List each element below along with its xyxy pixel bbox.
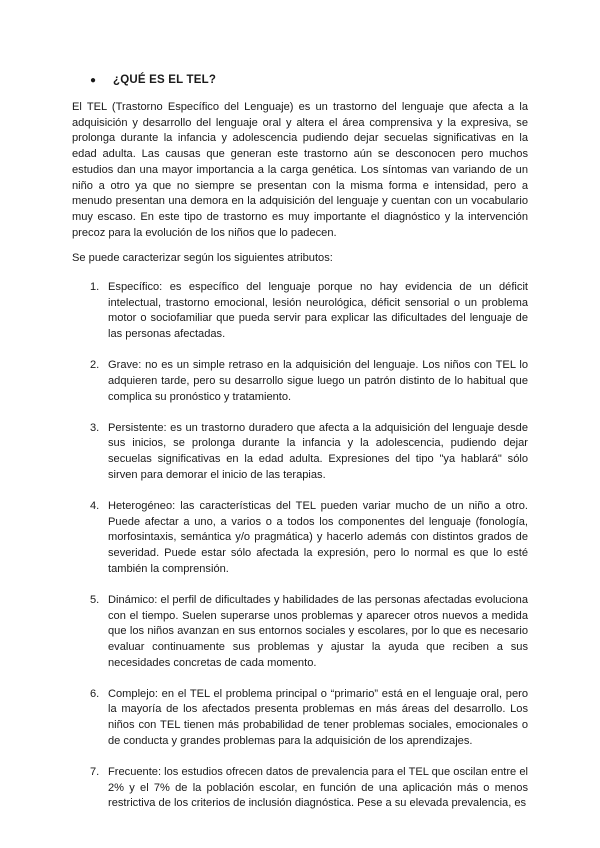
- list-item: [72, 421, 528, 484]
- section-title: ¿QUÉ ES EL TEL?: [113, 74, 217, 86]
- list-item-text: Heterogéneo: las características del TEL pueden variar mucho de un niño a otro. Puede afectar a uno, a varios o a todos los componentes del lenguaje (fonología, morfosintaxis, semántica y/o pragmática) y hacerlo además con distintos grados de severidad. Puede estar sólo afectada la expresión, pero lo normal es que lo esté también la comprensión.: [108, 499, 528, 575]
- list-item-number: 7.: [90, 765, 100, 778]
- list-item-text: Frecuente: los estudios ofrecen datos de prevalencia para el TEL que oscilan entre el 2% y el 7% de la población escolar, en función de una aplicación más o menos restrictiva de los criterios de inclusión diagnóstica. Pese a su elevada prevalencia, es: [108, 765, 528, 810]
- list-item-number: 5.: [90, 593, 100, 606]
- list-item: [72, 358, 528, 405]
- list-item-number: 3.: [90, 421, 100, 434]
- list-item-number: 4.: [90, 499, 100, 512]
- list-item: [72, 280, 528, 343]
- list-item-number: 6.: [90, 687, 100, 700]
- bullet-icon: ●: [90, 75, 97, 86]
- list-item-text: Dinámico: el perfil de dificultades y habilidades de las personas afectadas evoluciona con el tiempo. Suelen superarse unos problemas y aparecer otros nuevos a medida que los niños avanzan en sus entornos sociales y escolares, por lo que es necesario evaluar continuamente sus problemas y ajustar la ayuda que reciben a sus necesidades concretas de cada momento.: [108, 593, 528, 669]
- list-item: [72, 765, 528, 812]
- list-item-text: Persistente: es un trastorno duradero que afecta a la adquisición del lenguaje desde sus inicios, se prolonga durante la infancia y la adolescencia, pudiendo dejar secuelas significativas en la edad adulta. Expresiones del tipo "ya hablará" sólo sirven para demorar el inicio de las terapias.: [108, 421, 528, 481]
- intro-paragraph: El TEL (Trastorno Específico del Lenguaje) es un trastorno del lenguaje que afecta a la adquisición y desarrollo del lenguaje oral y altera el área comprensiva y la expresiva, se prolonga durante la infancia y adolescencia pudiendo dejar secuelas significativas en la edad adulta. Las causas que generan este trastorno aún se desconocen pero muchos estudios dan una mayor importancia a la carga genética. Los síntomas van variando de un niño a otro ya que no siempre se presentan con la misma forma e intensidad, pero a menudo presentan una demora en la adquisición del lenguaje y cuentan con un vocabulario muy escaso. En este tipo de trastorno es muy importante el diagnóstico y la intervención precoz para la evolución de los niños que lo padecen.: [72, 101, 528, 239]
- list-item-text: Grave: no es un simple retraso en la adquisición del lenguaje. Los niños con TEL lo adquieren tarde, pero su desarrollo sigue luego un patrón distinto de lo habitual que complica su pronóstico y tratamiento.: [108, 359, 528, 403]
- list-item-text: Complejo: en el TEL el problema principal o “primario” está en el lenguaje oral, pero la mayoría de los afectados presenta problemas en más áreas del desarrollo. Los niños con TEL tienen más probabilidad de tener problemas sociales, emocionales o de conducta y grandes problemas para la adquisición de los aprendizajes.: [108, 687, 528, 747]
- list-item-number: 1.: [90, 281, 100, 293]
- lead-paragraph: Se puede caracterizar según los siguientes atributos:: [72, 252, 333, 264]
- list-item-text: Específico: es específico del lenguaje porque no hay evidencia de un déficit intelectual, trastorno emocional, lesión neurológica, déficit sensorial o un problema motor o sociofamiliar que pueda servir para explicar las dificultades del lenguaje de las personas afectadas.: [108, 281, 528, 341]
- list-item-number: 2.: [90, 359, 100, 372]
- attributes-list: [72, 280, 528, 827]
- list-item: [72, 593, 528, 672]
- list-item: [72, 499, 528, 578]
- section-heading: [90, 73, 216, 89]
- list-item: [72, 687, 528, 750]
